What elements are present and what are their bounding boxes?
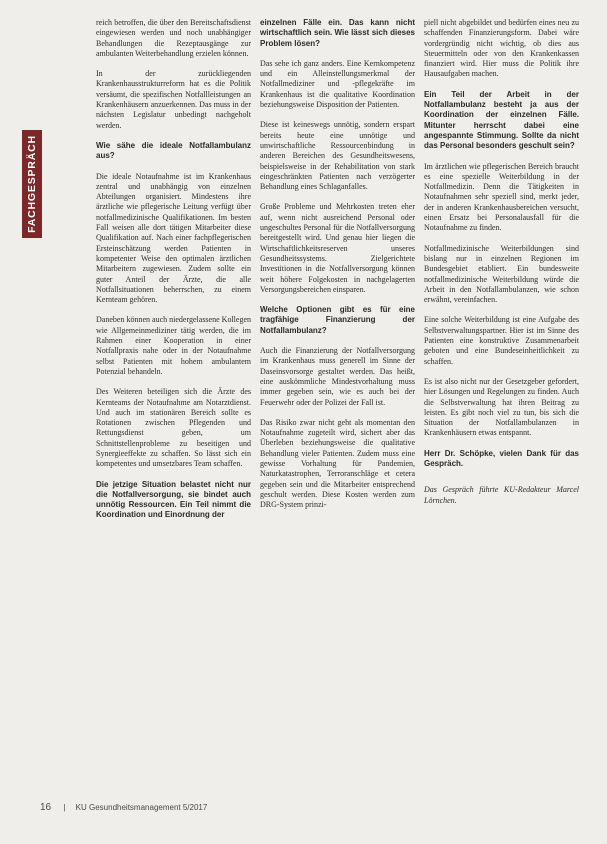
- interview-question: Die jetzige Situation belastet nicht nur die Notfallversorgung, sie bindet auch unnötig Ressourcen. Ein Teil nimmt die Koordination und Einordnung der: [96, 479, 251, 520]
- interview-question: Herr Dr. Schöpke, vielen Dank für das Gespräch.: [424, 448, 579, 468]
- interview-question: einzelnen Fälle ein. Das kann nicht wirtschaftlich sein. Wie lässt sich dieses Problem lösen?: [260, 18, 415, 48]
- paragraph: reich betroffen, die über den Bereitschaftsdienst eingewiesen werden und noch unabhängiger Behandlungen die Rezeptausgänge zur ambulanten Weiterbehandlung erzielen können.: [96, 18, 251, 58]
- paragraph: Notfallmedizinische Weiterbildungen sind bislang nur in einzelnen Regionen im Bundesgebiet etabliert. Ein bundesweite notfallmedizinische Weiterbildung würde die Arbeit in den Notfallambulanzen, wie schon erwähnt, vereinfachen.: [424, 243, 579, 305]
- text-column-1: [96, 18, 251, 531]
- text-column-2: [260, 18, 415, 520]
- footer-separator: |: [63, 803, 66, 812]
- paragraph: Das sehe ich ganz anders. Eine Kernkompetenz und ein Alleinstellungsmerkmal der Notfallmediziner und -pflegekräfte im Krankenhaus ist die qualitative Koordination beziehungsweise Disposition der Patienten.: [260, 58, 415, 110]
- paragraph: Im ärztlichen wie pflegerischen Bereich braucht es eine spezielle Weiterbildung in der Notfallmedizin. Denn die Tätigkeiten in Notaufnahmen sehr speziell sind, merkt jeder, der in anderen Krankenhausbereichen versucht, einen Ersatz bei Personalausfall für die Notaufnahme zu finden.: [424, 161, 579, 233]
- paragraph: Es ist also nicht nur der Gesetzgeber gefordert, hier Lösungen und Regelungen zu finden. Auch die Selbstverwaltung hat ihren Beitrag zu leisten. Es gibt noch viel zu tun, bis sich die Situation der Notfallambulanzen in Krankenhäusern etwas entspannt.: [424, 376, 579, 438]
- text-column-3: [424, 18, 579, 516]
- paragraph: Daneben können auch niedergelassene Kollegen wie Allgemeinmediziner tätig werden, die im Rahmen einer Kooperation in einer Notfallpraxis nahe oder in der Notaufnahme selbst Patienten mit hohem ambulantem Potenzial behandeln.: [96, 315, 251, 376]
- section-tab: [22, 130, 42, 238]
- paragraph: Die ideale Notaufnahme ist im Krankenhaus zentral und unabhängig von einzelnen Abteilungen organisiert. Mindestens ihre ärztliche wie pflegerische Leitung verfügt über notfallmedizinische Qualifikationen. Im besten Fall weisen alle dort tätigen Mitarbeiter diese Qualifikation auf. Nach einer fachpflegerischen Ersteinschätzung werden Patienten in kompetenter Weise den optimalen ärztlichen Mitarbeitern zugewiesen. Zudem sollte ein guter Anteil der Ärzte, die alle Notfallsituationen beherrschen, zu einem Kernteam gehören.: [96, 171, 251, 305]
- paragraph: Eine solche Weiterbildung ist eine Aufgabe des Selbstverwaltungspartner. Hier ist im Sinne des Patienten eine konstruktive Zusammenarbeit geboten und eine Bundeseinheitlichkeit zu schaffen.: [424, 315, 579, 366]
- page-number: 16: [40, 802, 52, 813]
- interview-question: Wie sähe die ideale Notfallambulanz aus?: [96, 140, 251, 161]
- interview-question: Ein Teil der Arbeit in der Notfallambulanz besteht ja aus der Koordination der einzelnen Fälle. Mitunter herrscht dabei eine angespannte Stimmung. Sollte da nicht das Personal besonders geschult sein?: [424, 89, 579, 151]
- section-label: FACHGESPRÄCH: [26, 135, 38, 233]
- paragraph: Das Risiko zwar nicht geht als momentan den Notaufnahme zugeteilt wird, sichert aber das Überleben beziehungsweise die qualitative Behandlung vieler Patienten. Zudem muss eine gewisse Vorhaltung für Pandemien, Naturkatastrophen, Terroranschläge et cetera gegeben sein und die Mitarbeiter entsprechend geschult werden. Diese Kosten werden zum DRG-System prinzi-: [260, 417, 415, 510]
- interview-question: Welche Optionen gibt es für eine tragfähige Finanzierung der Notfallambulanz?: [260, 305, 415, 335]
- paragraph: Diese ist keineswegs unnötig, sondern erspart bereits heute eine unnötige und unwirtschaftliche Ressourcenbindung in anderen Bereichen des Gesundheitswesens, beispielsweise in der Rehabilitation von stark eingeschränkten Patienten nach verzögerter Behandlung eines Schlaganfalles.: [260, 120, 415, 192]
- paragraph: Auch die Finanzierung der Notfallversorgung im Krankenhaus muss generell im Sinne der Daseinsvorsorge gestaltet werden. Das heißt, eine auskömmliche Mindestvorhaltung muss immer gegeben sein, wie es auch bei der Feuerwehr oder der Polizei der Fall ist.: [260, 346, 415, 407]
- paragraph: Große Probleme und Mehrkosten treten eher auf, wenn nicht ausreichend Personal oder ungeschultes Personal für die Notfallversorgung bereitgestellt wird. Und genau hier liegen die Wirtschaftlichkeitsreserven unseres Gesundheitssystems. Zielgerichtete Investitionen in die Notfallversorgung können weit höhere Folgekosten in nachgelagerten Versorgungsbereichen einsparen.: [260, 202, 415, 294]
- author-credit: Das Gespräch führte KU-Redakteur Marcel Lörnchen.: [424, 485, 579, 505]
- paragraph: Des Weiteren beteiligen sich die Ärzte des Kernteams der Notaufnahme am Notarztdienst. Und auch im stationären Bereich sollte es Rotationen zwischen Pflegenden und Rettungsdienst geben, um Schnittstellenprobleme zu beseitigen und Synergieeffekte zu schaffen. So lässt sich ein kompetentes und umsetzbares Team schaffen.: [96, 387, 251, 469]
- page-footer: [40, 802, 560, 813]
- publication-name: KU Gesundheitsmanagement 5/2017: [75, 803, 208, 812]
- paragraph: piell nicht abgebildet und bedürfen eines neu zu schaffenden Finanzierungsform. Dabei wäre vordergründig nicht wichtig, ob dies aus Steuermitteln oder von den Krankenkassen finanziert wird. Hier muss die Politik ihre Hausaufgaben machen.: [424, 18, 579, 79]
- paragraph: In der zurückliegenden Krankenhausstrukturreform hat es die Politik versäumt, die spezifischen Notfallleistungen an Krankenhäusern anzuerkennen. Das muss in der nächsten Legislatur unbedingt nachgeholt werden.: [96, 69, 251, 130]
